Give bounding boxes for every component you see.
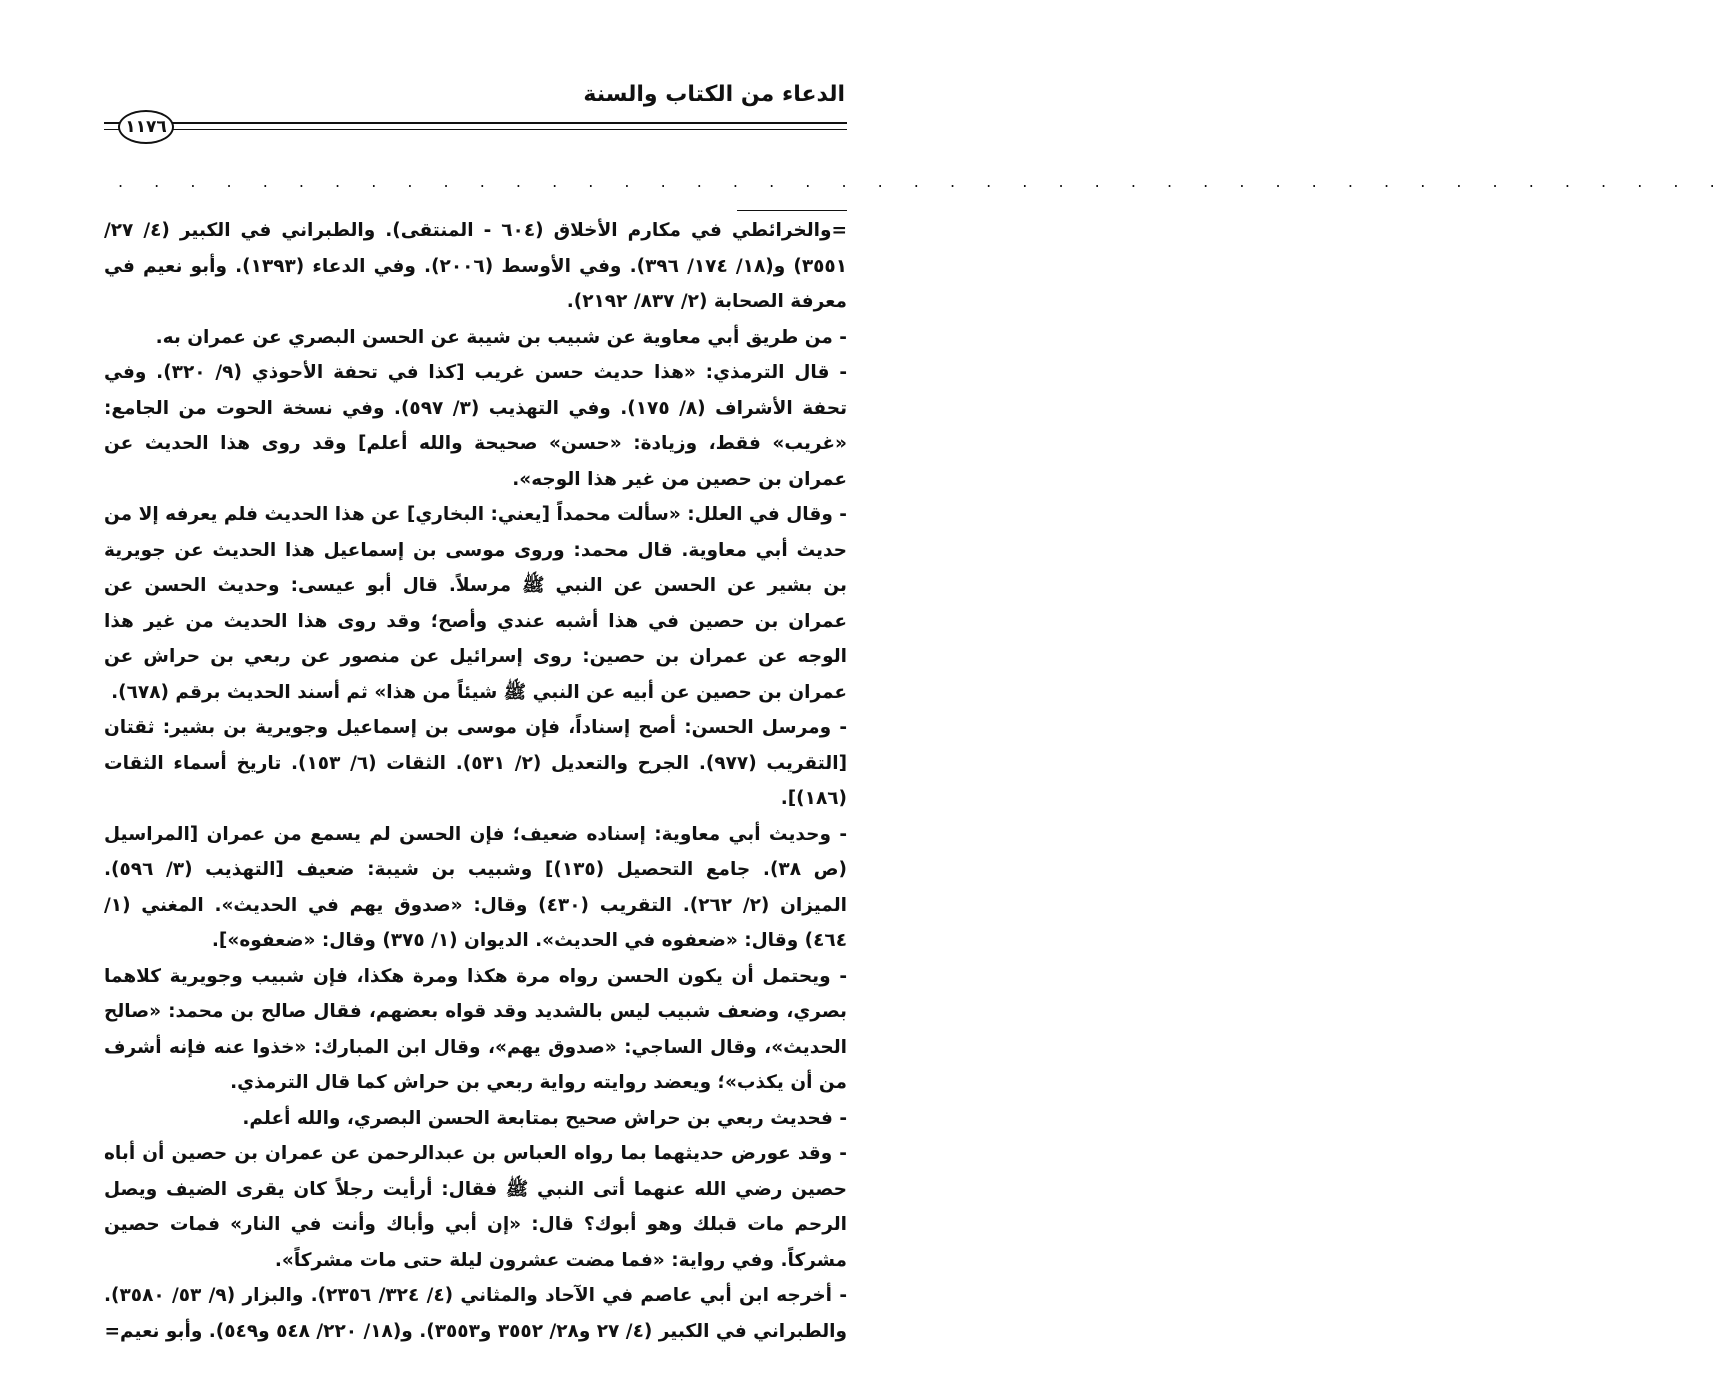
paragraph: - وحديث أبي معاوية: إسناده ضعيف؛ فإن الحسن لم يسمع من عمران [المراسيل (ص ٣٨). جامع التحصيل (١٣٥)] وشبيب بن شيبة: ضعيف [التهذيب (٣/ ٥٩٦). الميزان (٢/ ٢٦٢). التقريب (٤٣٠) وقال: «صدوق يهم في الحديث». المغني (١/ ٤٦٤) وقال: «ضعفوه في الحديث». الديوان (١/ ٣٧٥) وقال: «ضعفوه»]. xyxy=(104,823,847,951)
paragraph: - فحديث ربعي بن حراش صحيح بمتابعة الحسن البصري، والله أعلم. xyxy=(242,1107,847,1129)
paragraph: - من طريق أبي معاوية عن شبيب بن شيبة عن الحسن البصري عن عمران به. xyxy=(155,326,847,348)
paragraph: - قال الترمذي: «هذا حديث حسن غريب [كذا في تحفة الأحوذي (٩/ ٣٢٠). وفي تحفة الأشراف (٨/ ١٧٥). وفي التهذيب (٣/ ٥٩٧). وفي نسخة الحوت من الجامع: «غريب» فقط، وزيادة: «حسن» صحيحة والله أعلم] وقد روى هذا الحديث عن عمران بن حصين من غير هذا الوجه». xyxy=(104,362,848,490)
paragraph: - ومرسل الحسن: أصح إسناداً، فإن موسى بن إسماعيل وجويرية بن بشير: ثقتان [التقريب (٩٧٧). الجرح والتعديل (٢/ ٥٣١). الثقات (٦/ ١٥٣). تاريخ أسماء الثقات (١٨٦)]. xyxy=(104,717,848,809)
paragraph: - ويحتمل أن يكون الحسن رواه مرة هكذا ومرة هكذا، فإن شبيب وجويرية كلاهما بصري، وضعف شبيب ليس بالشديد وقد قواه بعضهم، فقال صالح بن محمد: «صالح الحديث»، وقال الساجي: «صدوق يهم»، وقال ابن المبارك: «خذوا عنه فإنه أشرف من أن يكذب»؛ ويعضد روايته رواية ربعي بن حراش كما قال الترمذي. xyxy=(104,965,847,1093)
paragraph: - وقد عورض حديثهما بما رواه العباس بن عبدالرحمن عن عمران بن حصين أن أباه حصين رضي الله عنهما أتى النبي ﷺ فقال: أرأيت رجلاً كان يقرى الضيف ويصل الرحم مات قبلك وهو أبوك؟ قال: «إن أبي وأباك وأنت في النار» فمات حصين مشركاً. وفي رواية: «فما مضت عشرون ليلة حتى مات مشركاً». xyxy=(104,1143,847,1271)
paragraph: =والخرائطي في مكارم الأخلاق (٦٠٤ - المنتقى). والطبراني في الكبير (٤/ ٢٧/ ٣٥٥١) و(١٨/ ١٧٤/ ٣٩٦). وفي الأوسط (٢٠٠٦). وفي الدعاء (١٣٩٣). وأبو نعيم في معرفة الصحابة (٢/ ٨٣٧/ ٢١٩٢). xyxy=(104,220,848,312)
footnote-body xyxy=(104,213,847,1349)
dotted-separator: . . . . . . . . . . . . . . . . . . . . . . . . . . . . . . . . . . . . . . . . . . . . . xyxy=(118,172,1728,191)
running-header-title: الدعاء من الكتاب والسنة xyxy=(583,82,845,107)
page-number: ١١٧٦ xyxy=(118,110,174,144)
paragraph: - أخرجه ابن أبي عاصم في الآحاد والمثاني (٤/ ٣٢٤/ ٢٣٥٦). والبزار (٩/ ٥٣/ ٣٥٨٠). والطبراني في الكبير (٤/ ٢٧ و٢٨/ ٣٥٥٢ و٣٥٥٣). و(١٨/ ٢٢٠/ ٥٤٨ و٥٤٩). وأبو نعيم= xyxy=(104,1285,847,1342)
header-divider xyxy=(104,122,847,130)
footnote-rule xyxy=(737,210,847,211)
paragraph: - وقال في العلل: «سألت محمداً [يعني: البخاري] عن هذا الحديث فلم يعرفه إلا من حديث أبي معاوية. قال محمد: وروى موسى بن إسماعيل هذا الحديث عن جويرية بن بشير عن الحسن عن النبي ﷺ مرسلاً. قال أبو عيسى: وحديث الحسن عن عمران بن حصين في هذا أشبه عندي وأصح؛ وقد روى هذا الحديث من غير هذا الوجه عن عمران بن حصين: روى إسرائيل عن منصور عن ربعي بن حراش عن عمران بن حصين عن أبيه عن النبي ﷺ شيئاً من هذا» ثم أسند الحديث برقم (٦٧٨). xyxy=(104,504,847,703)
